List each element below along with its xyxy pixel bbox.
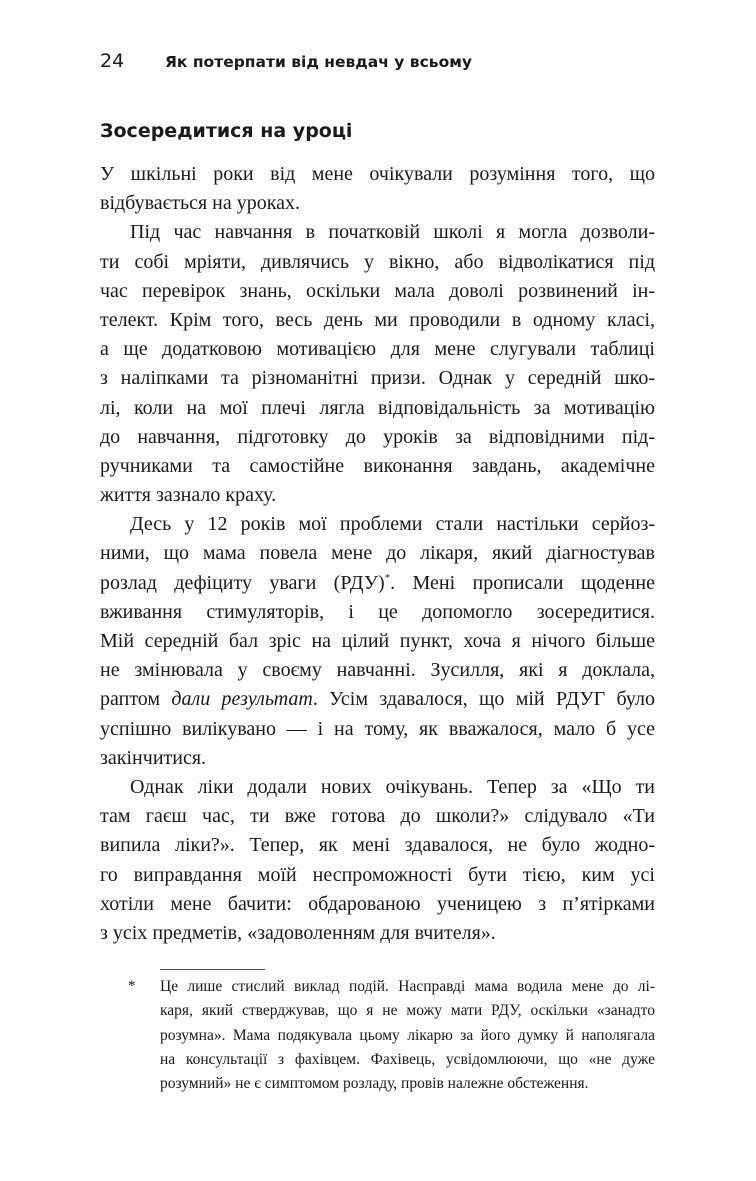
footnote-text: [160, 975, 655, 1096]
text-line: ти собі мріяти, дивлячись у вікно, або відволікатися під: [100, 250, 655, 273]
text-line: розумна». Мама подякувала цьому лікарю за його думку й наполягала: [160, 1026, 655, 1044]
text-line: Під час навчання в початковій школі я могла дозволи-: [130, 221, 655, 244]
text-line: вживання стимуляторів, і це допомогло зосередитися.: [100, 600, 655, 623]
text-segment: розлад дефіциту уваги (РДУ): [100, 571, 385, 594]
footnote-reference: *: [384, 571, 391, 584]
text-line: життя зазнало краху.: [100, 484, 277, 507]
text-line: У шкільні роки від мене очікували розуміння того, що: [100, 163, 655, 185]
running-header-title: Як потерпати від невдач у всьому: [165, 53, 473, 71]
text-segment: . Усім здавалося, що мій РДУГ було: [312, 688, 655, 711]
section-heading: Зосередитися на уроці: [100, 120, 353, 142]
text-line: успішно вилікувано — і на тому, як вважалося, мало б усе: [100, 717, 655, 740]
text-line: Це лише стислий виклад подій. Насправді мама водила мене до лі-: [160, 978, 655, 995]
text-segment: раптом: [100, 688, 172, 711]
text-line: відбувається на уроках.: [100, 192, 301, 215]
text-line: випила ліки?». Тепер, як мені здавалося, не було жодно-: [100, 834, 655, 857]
text-line: з наліпками та різноманітні призи. Однак у середній шко-: [100, 367, 655, 390]
text-line: до навчання, підготовку до уроків за відповідними під-: [100, 425, 655, 448]
text-line: час перевірок знань, оскільки мала доволі розвинений ін-: [100, 279, 655, 302]
text-line: закінчитися.: [100, 746, 207, 769]
text-line: телект. Крім того, весь день ми проводили в одному класі,: [100, 308, 655, 331]
text-line: там гаєш час, ти вже готова до школи?» слідувало «Ти: [100, 805, 655, 828]
text-line: [100, 569, 655, 598]
text-line: не змінювала у своєму навчанні. Зусилля, які я доклала,: [100, 659, 655, 682]
text-segment: . Мені прописали щоденне: [390, 571, 655, 594]
text-line: Мій середній бал зріс на цілий пункт, хоча я нічого більше: [100, 630, 655, 652]
text-line: а ще додатковою мотивацією для мене слугували таблиці: [100, 338, 655, 361]
text-line: з усіх предметів, «задоволенням для вчителя».: [100, 921, 496, 944]
text-line: ними, що мама повела мене до лікаря, який діагностував: [100, 542, 655, 565]
text-line: [100, 685, 655, 714]
text-line: розумний» не є симптомом розладу, провів належне обстеження.: [160, 1075, 589, 1093]
text-line: каря, який стверджував, що я не можу мати РДУ, оскільки «занадто: [160, 1002, 655, 1020]
body-text: [100, 160, 655, 948]
text-line: на консультації з фахівцем. Фахівець, усвідомлюючи, що «не дуже: [160, 1050, 655, 1068]
text-line: хотіли мене бачити: обдарованою ученицею з п’ятірками: [100, 892, 655, 915]
footnote-divider: [160, 969, 265, 970]
text-line: Десь у 12 років мої проблеми стали настільки серйоз-: [130, 513, 655, 536]
text-line: Однак ліки додали нових очікувань. Тепер за «Що ти: [130, 775, 655, 798]
text-line: лі, коли на мої плечі лягла відповідальність за мотивацію: [100, 396, 655, 419]
footnote-marker: *: [128, 978, 136, 994]
page-number: 24: [100, 50, 125, 72]
italic-text: дали результат: [171, 688, 313, 711]
text-line: го виправдання моїй неспроможності бути тією, ким усі: [100, 863, 655, 886]
text-line: ручниками та самостійне виконання завдань, академічне: [100, 454, 655, 477]
